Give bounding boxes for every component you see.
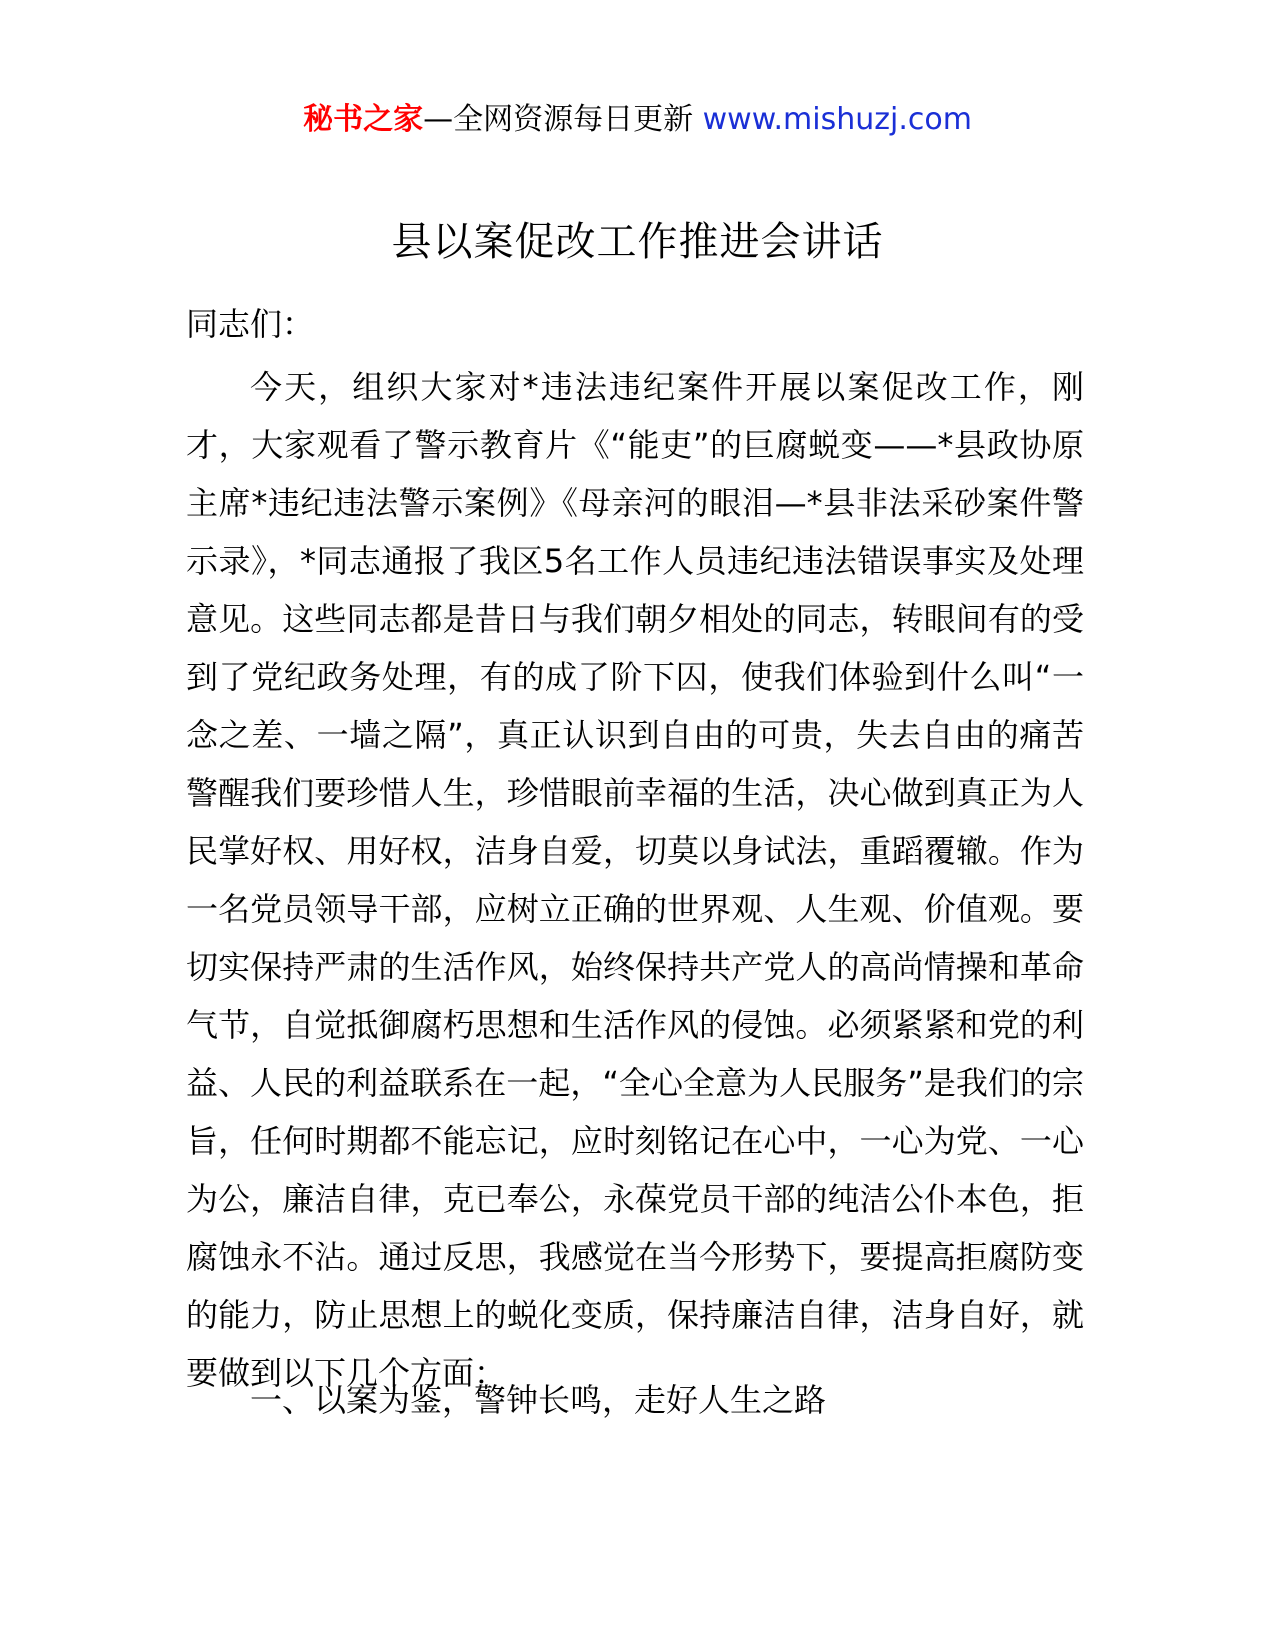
document-title: 县以案促改工作推进会讲话 <box>391 219 884 265</box>
body-paragraph: 今天，组织大家对*违法违纪案件开展以案促改工作，刚才，大家观看了警示教育片《“能吏”的巨腐蜕变——*县政协原主席*违纪违法警示案例》《母亲河的眼泪—*县非法采砂案件警示录》，*同志通报了我区5名工作人员违纪违法错误事实及处理意见。这些同志都是昔日与我们朝夕相处的同志，转眼间有的受到了党纪政务处理，有的成了阶下囚，使我们体验到什么叫“一念之差、一墙之隔”，真正认识到自由的可贵，失去自由的痛苦警醒我们要珍惜人生，珍惜眼前幸福的生活，决心做到真正为人民掌好权、用好权，洁身自爱，切莫以身试法，重蹈覆辙。作为一名党员领导干部，应树立正确的世界观、人生观、价值观。要切实保持严肃的生活作风，始终保持共产党人的高尚情操和革命气节，自觉抵御腐朽思想和生活作风的侵蚀。必须紧紧和党的利益、人民的利益联系在一起，“全心全意为人民服务”是我们的宗旨，任何时期都不能忘记，应时刻铭记在心中，一心为党、一心为公，廉洁自律，克已奉公，永葆党员干部的纯洁公仆本色，拒腐蚀永不沾。通过反思，我感觉在当今形势下，要提高拒腐防变的能力，防止思想上的蜕化变质，保持廉洁自律，洁身自好，就要做到以下几个方面： <box>186 368 1084 1392</box>
site-header <box>0 100 1275 140</box>
header-tagline: —全网资源每日更新 <box>423 102 703 137</box>
salutation: 同志们： <box>186 305 315 343</box>
section-heading: 一、以案为鉴，警钟长鸣，走好人生之路 <box>250 1381 827 1419</box>
brand-name: 秘书之家 <box>303 102 424 137</box>
site-url-link[interactable]: www.mishuzj.com <box>702 102 972 137</box>
